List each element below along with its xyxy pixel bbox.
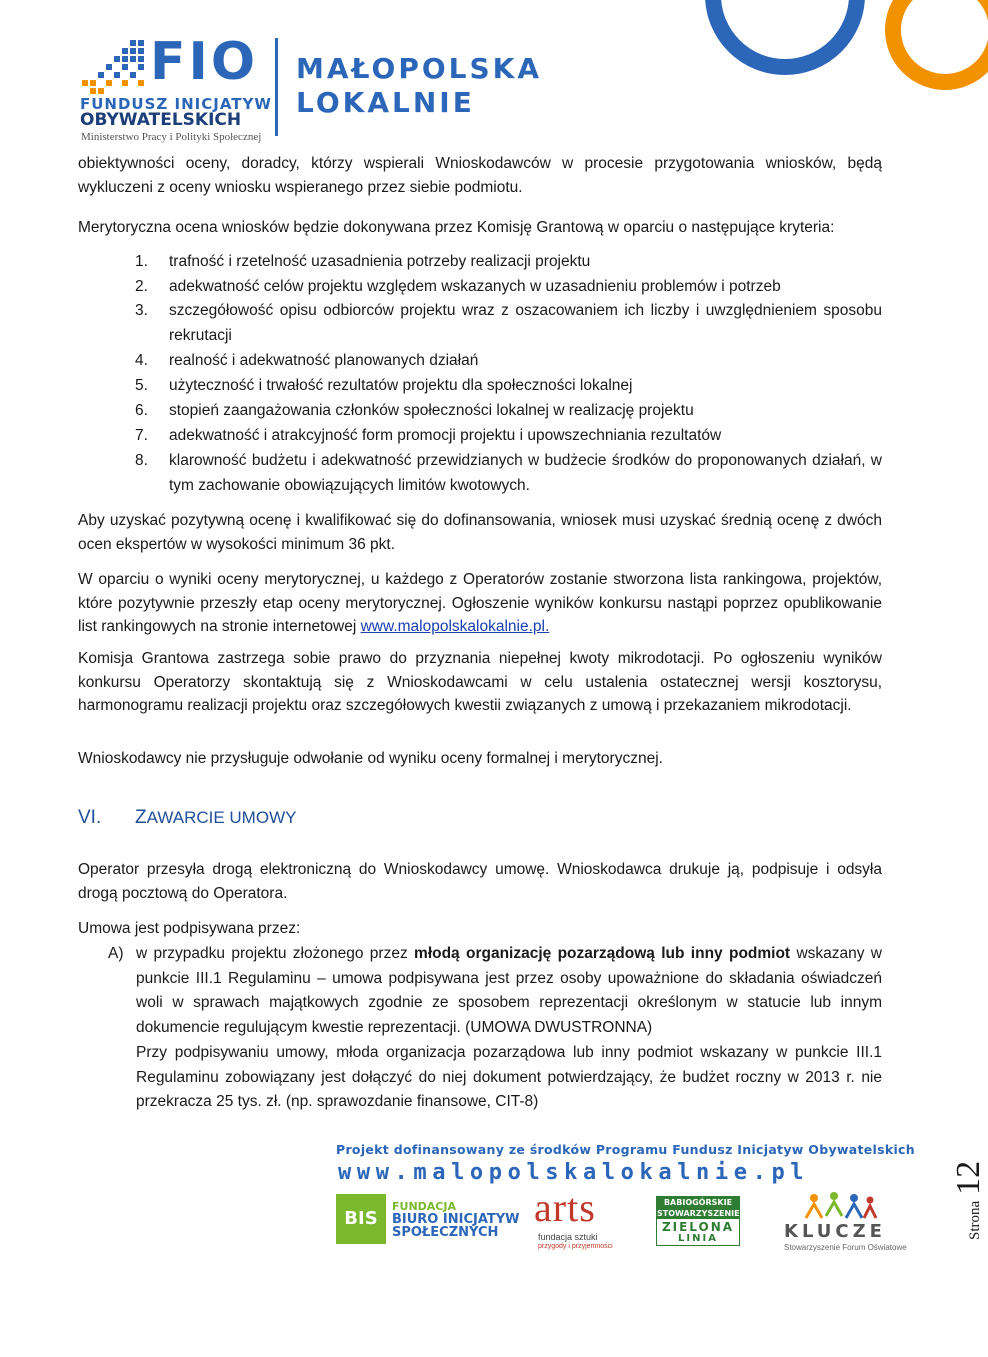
criteria-text: użyteczność i trwałość rezultatów projektu dla społeczności lokalnej	[169, 377, 633, 394]
footer-url[interactable]: www.malopolskalokalnie.pl	[338, 1160, 810, 1185]
arts-sub2: przygody i przyjemności	[538, 1243, 613, 1250]
list-item-a-para2: Przy podpisywaniu umowy, młoda organizacja pozarządowa lub inny podmiot wskazany w punkcie III.1 Regulaminu zobowiązany jest dołączyć do niej dokument potwierdzający, że budżet roczny w 2013 r. nie przekracza 25 tys. zł. (np. sprawozdanie finansowe, CIT-8)	[136, 1043, 882, 1111]
paragraph-operator: Operator przesyła drogą elektroniczną do Wnioskodawcy umowę. Wnioskodawca drukuje ją, podpisuje i odsyła drogą pocztową do Operatora.	[78, 861, 882, 902]
bis-line3: SPOŁECZNYCH	[392, 1225, 499, 1240]
paragraph-intro: obiektywności oceny, doradcy, którzy wspierali Wnioskodawców w procesie przygotowania wniosków, będą wykluczeni z oceny wniosku wspieranego przez siebie podmiotu.	[78, 155, 882, 196]
criteria-text: stopień zaangażowania członków społeczności lokalnej w realizację projektu	[169, 402, 694, 419]
criteria-number: 3.	[135, 302, 148, 319]
page-header	[0, 0, 960, 150]
list-item-a	[108, 942, 882, 1115]
criteria-text: klarowność budżetu i adekwatność przewidzianych w budżecie środków do proponowanych działań, w tym zachowanie obowiązujących limitów kwotowych.	[169, 452, 882, 494]
ministry-label: Ministerstwo Pracy i Polityki Społecznej	[81, 131, 262, 143]
criteria-number: 2.	[135, 278, 148, 295]
zielona-linia-logo	[656, 1196, 740, 1246]
criteria-item	[135, 349, 882, 374]
criteria-number: 7.	[135, 427, 148, 444]
criteria-number: 6.	[135, 402, 148, 419]
footer-project-line: Projekt dofinansowany ze środków Programu Fundusz Inicjatyw Obywatelskich	[336, 1142, 915, 1157]
section-number: VI.	[78, 807, 102, 828]
paragraph-ranking-text: W oparciu o wyniki oceny merytorycznej, u każdego z Operatorów zostanie stworzona lista rankingowa, projektów, które pozytywnie przeszły etap oceny merytorycznej. Ogłoszenie wyników konkursu nastąpi poprzez opublikowanie list rankingowych na stronie internetowej	[78, 571, 882, 635]
criteria-number: 5.	[135, 377, 148, 394]
criteria-item	[135, 449, 882, 498]
item-a-pre: w przypadku projektu złożonego przez	[136, 945, 408, 962]
item-a-post: wskazany w punkcie III.1 Regulaminu – umowa podpisywana jest przez osoby upoważnione do składania oświadczeń woli w sprawach majątkowych zgodnie ze sposobem reprezentacji określonym w statucie lub innym dokumencie regulującym kwestie reprezentacji. (UMOWA DWUSTRONNA)	[136, 945, 883, 1037]
zielona-linia-header	[657, 1197, 739, 1219]
arts-logo: arts	[534, 1185, 596, 1230]
criteria-item	[135, 424, 882, 449]
item-a-bold: młodą organizację pozarządową lub inny podmiot	[414, 945, 791, 962]
arts-sub1: fundacja sztuki	[538, 1232, 598, 1242]
babia-line2: STOWARZYSZENIE	[657, 1209, 740, 1218]
bis-line2: BIURO INICJATYW	[392, 1212, 520, 1227]
paragraph-signed-by: Umowa jest podpisywana przez:	[78, 920, 301, 937]
program-title-line1: MAŁOPOLSKA	[296, 52, 543, 85]
list-item-a-label: A)	[108, 945, 124, 962]
paragraph-score: Aby uzyskać pozytywną ocenę i kwalifikować się do dofinansowania, wniosek musi uzyskać średnią ocenę z dwóch ocen ekspertów w wysokości minimum 36 pkt.	[78, 512, 882, 553]
criteria-text: adekwatność i atrakcyjność form promocji projektu i upowszechniania rezultatów	[169, 427, 722, 444]
page-number-label	[950, 1161, 988, 1240]
paragraph-no-appeal: Wnioskodawcy nie przysługuje odwołanie od wyniku oceny formalnej i merytorycznej.	[78, 750, 663, 767]
criteria-item	[135, 399, 882, 424]
ranking-website-link[interactable]: www.malopolskalokalnie.pl.	[360, 618, 550, 635]
criteria-item	[135, 374, 882, 399]
babia-line1: BABIOGÓRSKIE	[663, 1198, 733, 1207]
bis-line1: FUNDACJA	[392, 1200, 456, 1213]
criteria-text: trafność i rzetelność uzasadnienia potrzeby realizacji projektu	[169, 253, 591, 270]
decorative-rings-icon	[690, 0, 960, 150]
paragraph-criteria-intro: Merytoryczna ocena wniosków będzie dokonywana przez Komisję Grantową w oparciu o następujące kryteria:	[78, 219, 835, 236]
fio-logo-text: FIO	[150, 32, 259, 92]
criteria-item	[135, 299, 882, 348]
bis-logo-text	[392, 1200, 520, 1239]
section-title-initial: Z	[135, 807, 147, 828]
fio-logo-line2: OBYWATELSKICH	[80, 110, 242, 130]
bis-logo: BIS	[336, 1194, 386, 1244]
page-number: 12	[950, 1160, 987, 1195]
fio-logo-line1: FUNDUSZ INICJATYW	[80, 95, 272, 113]
criteria-text: realność i adekwatność planowanych działań	[169, 352, 479, 369]
criteria-text: adekwatność celów projektu względem wskazanych w uzasadnieniu problemów i potrzeb	[169, 278, 781, 295]
criteria-number: 4.	[135, 352, 148, 369]
criteria-item	[135, 250, 882, 275]
klucze-logo-sub: Stowarzyszenie Forum Oświatowe	[784, 1243, 907, 1252]
klucze-logo: KLUCZE	[784, 1221, 886, 1242]
criteria-number: 8.	[135, 452, 148, 469]
babia-line3: ZIELONA	[661, 1220, 735, 1234]
header-divider	[275, 38, 278, 136]
paragraph-ranking	[78, 568, 882, 639]
arts-logo-sub	[538, 1232, 613, 1252]
klucze-figures-icon	[800, 1190, 880, 1222]
paragraph-commission: Komisja Grantowa zastrzega sobie prawo do przyznania niepełnej kwoty mikrodotacji. Po ogłoszeniu wyników konkursu Operatorzy skontaktują się z Wnioskodawcami w celu ustalenia ostatecznej wersji kosztorysu, harmonogramu realizacji projektu oraz szczegółowych kwestii związanych z umową i przekazaniem mikrodotacji.	[78, 650, 882, 714]
criteria-text: szczegółowość opisu odbiorców projektu wraz z oszacowaniem ich liczby i uwzględnieniem sposobu rekrutacji	[169, 302, 882, 344]
criteria-item	[135, 275, 882, 300]
fio-dots-icon	[80, 38, 146, 96]
list-item-a-body	[136, 942, 882, 1041]
section-title	[135, 807, 296, 829]
page-word: Strona	[967, 1200, 983, 1240]
babia-line4: LINIA	[678, 1233, 718, 1244]
section-title-rest: AWARCIE UMOWY	[146, 808, 297, 827]
program-title-line2: LOKALNIE	[296, 86, 475, 119]
criteria-number: 1.	[135, 253, 148, 270]
